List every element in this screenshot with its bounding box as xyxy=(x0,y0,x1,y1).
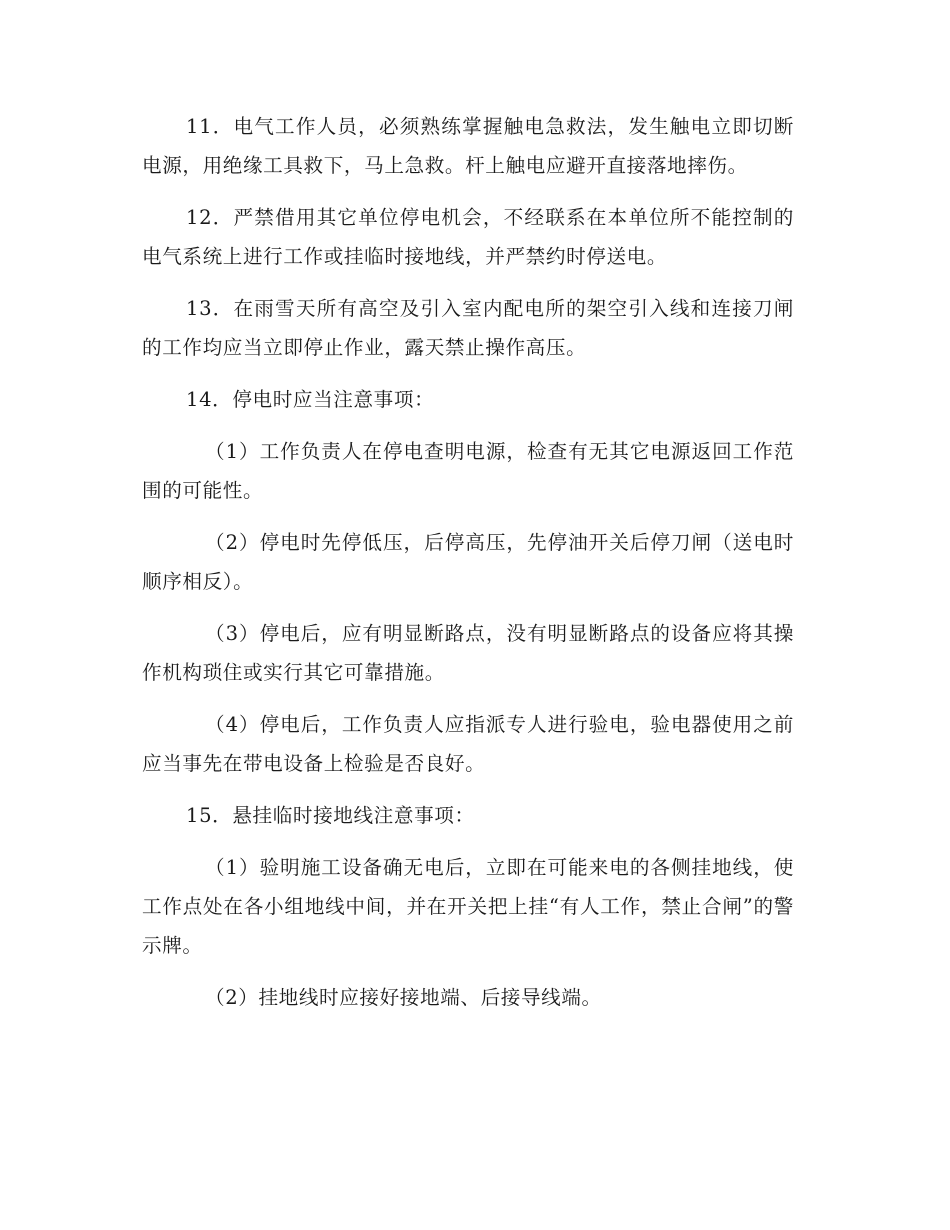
paragraph-sub-14-3: （3）停电后，应有明显断路点，没有明显断路点的设备应将其操作机构琐住或实行其它可靠措施。 xyxy=(142,622,794,684)
paragraph-item-15: 15．悬挂临时接地线注意事项： xyxy=(186,804,475,827)
paragraph-sub-14-2: （2）停电时先停低压，后停高压，先停油开关后停刀闸（送电时顺序相反）。 xyxy=(142,531,794,593)
paragraph-sub-14-4: （4）停电后，工作负责人应指派专人进行验电，验电器使用之前应当事先在带电设备上检验是否良好。 xyxy=(142,713,794,775)
paragraph-sub-15-2: （2）挂地线时应接好接地端、后接导线端。 xyxy=(205,986,602,1009)
paragraph-sub-15-1: （1）验明施工设备确无电后，立即在可能来电的各侧挂地线，使工作点处在各小组地线中间，并在开关把上挂“有人工作，禁止合闸”的警示牌。 xyxy=(142,856,794,957)
document-page xyxy=(142,107,794,1030)
paragraph-item-11: 11．电气工作人员，必须熟练掌握触电急救法，发生触电立即切断电源，用绝缘工具救下，马上急救。杆上触电应避开直接落地摔伤。 xyxy=(142,115,794,177)
paragraph-item-13: 13．在雨雪天所有高空及引入室内配电所的架空引入线和连接刀闸的工作均应当立即停止作业，露天禁止操作高压。 xyxy=(142,297,794,359)
paragraph-item-14: 14．停电时应当注意事项： xyxy=(186,388,435,411)
paragraph-sub-14-1: （1）工作负责人在停电查明电源，检查有无其它电源返回工作范围的可能性。 xyxy=(142,440,794,502)
paragraph-item-12: 12．严禁借用其它单位停电机会，不经联系在本单位所不能控制的电气系统上进行工作或挂临时接地线，并严禁约时停送电。 xyxy=(142,206,794,268)
